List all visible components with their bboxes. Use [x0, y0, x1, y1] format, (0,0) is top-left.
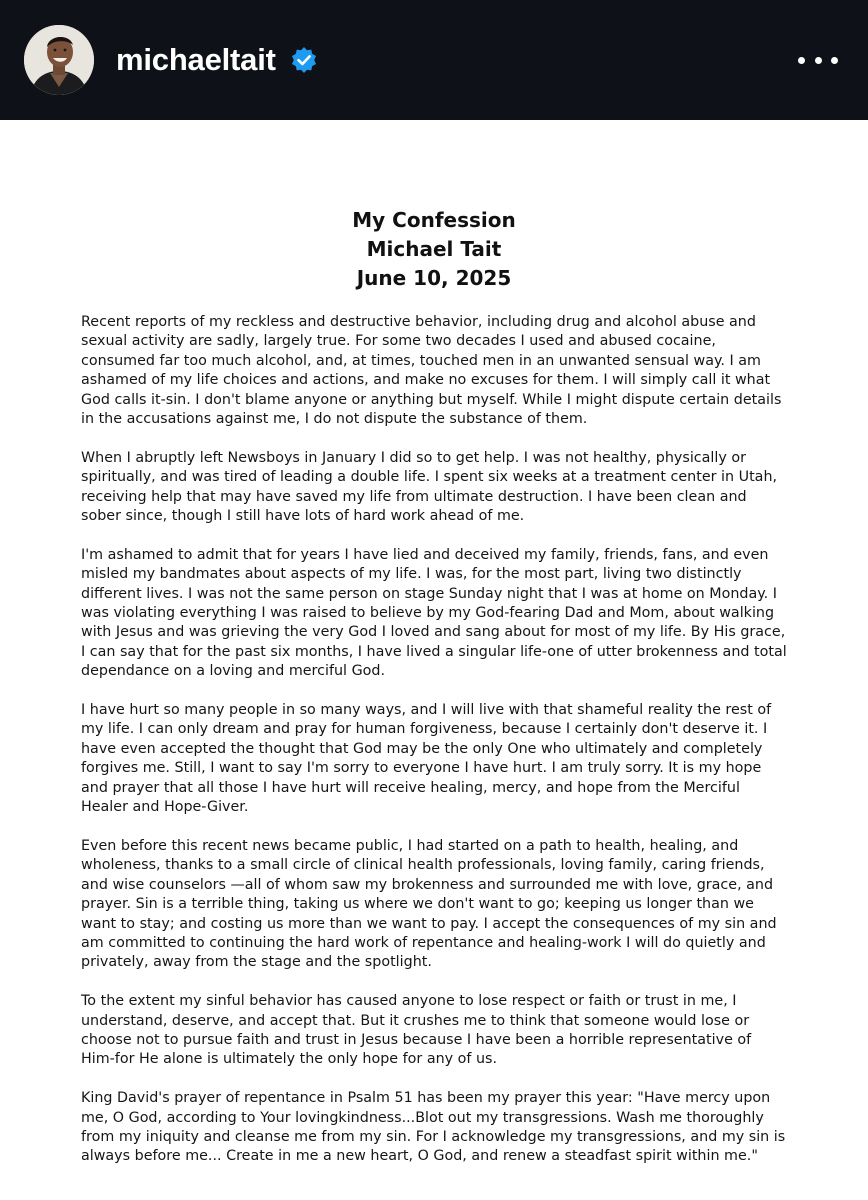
paragraph: I have hurt so many people in so many ways, and I will live with that shameful reality the rest of my life. I can only dream and pray for human forgiveness, because I certainly don't deserve it. I have even accepted the thought that God may be the only One who ultimately and completely forgives me. Still, I want to say I'm sorry to everyone I have hurt. I am truly sorry. It is my hope and prayer that all those I have hurt will receive healing, mercy, and hope from the Merciful Healer and Hope-Giver. [81, 702, 772, 816]
verified-badge-icon [290, 46, 318, 74]
profile-username[interactable]: michaeltait [116, 42, 276, 77]
paragraph: King David's prayer of repentance in Psalm 51 has been my prayer this year: "Have mercy upon me, O God, according to Your lovingkindness...Blot out my transgressions. Wash me thoroughly from my iniquity and cleanse me from my sin. For I acknowledge my transgressions, and my sin is always before me... Create in me a new heart, O God, and renew a steadfast spirit within me." [81, 1090, 786, 1165]
paragraph: I'm ashamed to admit that for years I have lied and deceived my family, friends, fans, and even misled my bandmates about aspects of my life. I was, for the most part, living two distinctly different lives. I was not the same person on stage Sunday night that I was at home on Monday. I was violating everything I was raised to believe by my God-fearing Dad and Mom, about walking with Jesus and was grieving the very God I loved and sang about for most of my life. By His grace, I can say that for the past six months, I have lived a singular life-one of utter brokenness and total dependance on a loving and merciful God. [81, 546, 787, 680]
paragraph: Recent reports of my reckless and destructive behavior, including drug and alcohol abuse and sexual activity are sadly, largely true. For some two decades I used and abused cocaine, consumed far too much alcohol, and, at times, touched men in an unwanted sensual way. I am ashamed of my life choices and actions, and make no excuses for them. I will simply call it what God calls it-sin. I don't blame anyone or anything but myself. While I might dispute certain details in the accusations against me, I do not dispute the substance of them. [81, 314, 782, 428]
avatar-photo-icon [24, 25, 94, 95]
paragraph: When I abruptly left Newsboys in January I did so to get help. I was not healthy, physically or spiritually, and was tired of leading a double life. I spent six weeks at a treatment center in Utah, receiving help that may have saved my life from ultimate destruction. I have been clean and sober since, though I still have lots of hard work ahead of me. [81, 449, 778, 525]
paragraph: To the extent my sinful behavior has caused anyone to lose respect or faith or trust in me, I understand, deserve, and accept that. But it crushes me to think that someone would lose or choose not to pursue faith and trust in Jesus because I have been a horrible representative of Him-for He alone is ultimately the only hope for any of us. [81, 993, 752, 1068]
document-author: Michael Tait [366, 237, 502, 261]
confession-document [0, 120, 868, 1200]
profile-header-bar [0, 0, 868, 120]
document-body [81, 313, 787, 1186]
document-title: My Confession [352, 208, 516, 232]
more-options-button[interactable] [798, 46, 838, 74]
paragraph: Even before this recent news became public, I had started on a path to health, healing, and wholeness, thanks to a small circle of clinical health professionals, loving family, caring friends, and wise counselors —all of whom saw my brokenness and surrounded me with love, grace, and prayer. Sin is a terrible thing, taking us where we don't want to go; keeping us longer than we want to stay; and costing us more than we want to pay. I accept the consequences of my sin and am committed to continuing the hard work of repentance and healing-work I will do quietly and privately, away from the stage and the spotlight. [81, 837, 777, 971]
document-date: June 10, 2025 [356, 266, 512, 290]
more-horizontal-icon-dot [815, 57, 822, 64]
more-horizontal-icon-dot [798, 57, 805, 64]
profile-avatar[interactable] [24, 25, 94, 95]
document-heading [0, 206, 868, 293]
more-horizontal-icon-dot [831, 57, 838, 64]
